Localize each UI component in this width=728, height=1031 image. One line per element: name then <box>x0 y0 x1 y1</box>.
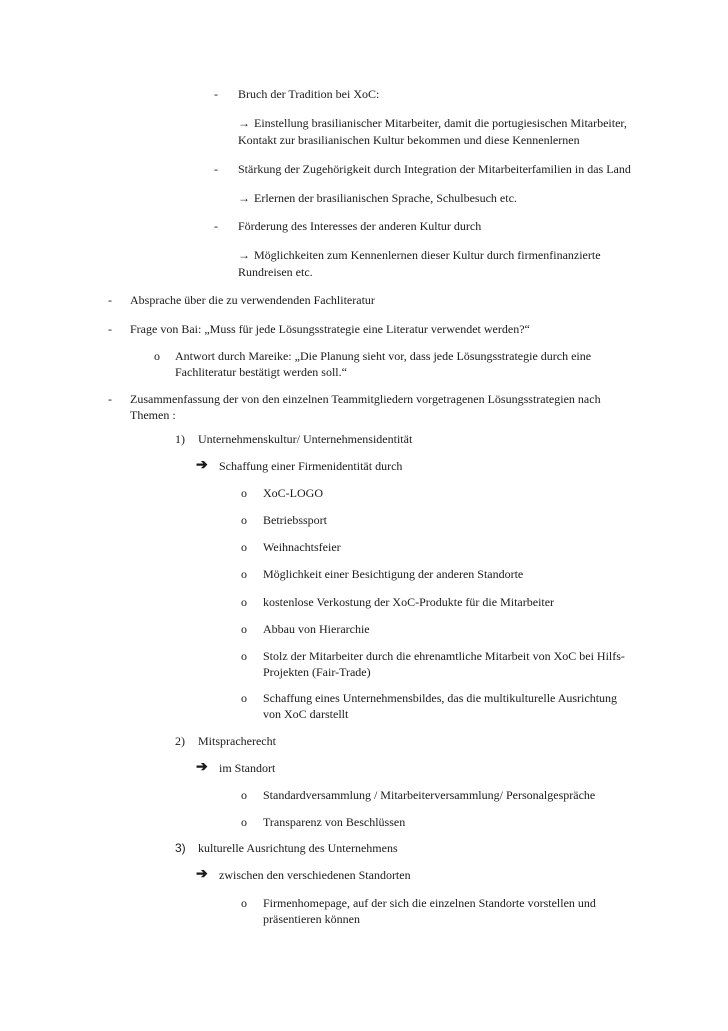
circle-bullet: o <box>241 595 247 609</box>
answer-item: Fachliteratur bestätigt werden soll.“ <box>175 365 347 379</box>
sub-item-text: Förderung des Interesses der anderen Kultur durch <box>238 219 482 233</box>
list-item: Betriebssport <box>263 513 327 527</box>
list-item: Transparenz von Beschlüssen <box>263 815 406 829</box>
circle-bullet: o <box>241 567 247 581</box>
circle-bullet: o <box>154 349 160 363</box>
sub-item-detail: Möglichkeiten zum Kennenlernen dieser Kultur durch firmenfinanzierte <box>254 248 601 262</box>
list-item: von XoC darstellt <box>263 707 349 721</box>
sub-item-detail: Einstellung brasilianischer Mitarbeiter, damit die portugiesischen Mitarbeiter, <box>254 116 627 130</box>
bold-arrow-right-icon: ➔ <box>196 867 208 882</box>
circle-bullet: o <box>241 691 247 705</box>
list-item: kostenlose Verkostung der XoC-Produkte für die Mitarbeiter <box>263 595 555 609</box>
summary-item: Themen : <box>130 408 176 422</box>
list-item: Standardversammlung / Mitarbeiterversammlung/ Personalgespräche <box>263 788 596 802</box>
sub-item-detail: Erlernen der brasilianischen Sprache, Schulbesuch etc. <box>254 191 517 205</box>
literature-item: Absprache über die zu verwendenden Fachliteratur <box>130 293 375 307</box>
dash-bullet: - <box>214 87 218 101</box>
topic-number: 2) <box>175 734 185 748</box>
list-item: Möglichkeit einer Besichtigung der anderen Standorte <box>263 567 524 581</box>
list-item: Abbau von Hierarchie <box>263 622 370 636</box>
list-item: Firmenhomepage, auf der sich die einzelnen Standorte vorstellen und <box>263 896 596 910</box>
dash-bullet: - <box>108 293 112 307</box>
topic-title: Mitspracherecht <box>198 734 276 748</box>
topic-subtitle: Schaffung einer Firmenidentität durch <box>219 459 403 473</box>
topic-title: Unternehmenskultur/ Unternehmensidentität <box>198 432 413 446</box>
circle-bullet: o <box>241 896 247 910</box>
circle-bullet: o <box>241 513 247 527</box>
circle-bullet: o <box>241 815 247 829</box>
list-item: Schaffung eines Unternehmensbildes, das die multikulturelle Ausrichtung <box>263 691 618 705</box>
sub-item-detail: Kontakt zur brasilianischen Kultur bekommen und diese Kennenlernen <box>238 133 580 147</box>
circle-bullet: o <box>241 486 247 500</box>
circle-bullet: o <box>241 540 247 554</box>
sub-item-text: Stärkung der Zugehörigkeit durch Integration der Mitarbeiterfamilien in das Land <box>238 162 631 176</box>
sub-item-detail: Rundreisen etc. <box>238 265 313 279</box>
circle-bullet: o <box>241 622 247 636</box>
topic-title: kulturelle Ausrichtung des Unternehmens <box>198 841 398 855</box>
answer-item: Antwort durch Mareike: „Die Planung sieht vor, dass jede Lösungsstrategie durch eine <box>175 349 592 363</box>
bold-arrow-right-icon: ➔ <box>196 760 208 775</box>
list-item: Projekten (Fair-Trade) <box>263 665 371 679</box>
bold-arrow-right-icon: ➔ <box>196 458 208 473</box>
list-item: XoC-LOGO <box>263 486 323 500</box>
circle-bullet: o <box>241 649 247 663</box>
dash-bullet: - <box>214 162 218 176</box>
circle-bullet: o <box>241 788 247 802</box>
question-item: Frage von Bai: „Muss für jede Lösungsstrategie eine Literatur verwendet werden?“ <box>130 322 530 336</box>
topic-number: 3) <box>175 841 186 855</box>
dash-bullet: - <box>108 322 112 336</box>
arrow-right-icon: → <box>238 116 250 130</box>
list-item: präsentieren können <box>263 912 360 926</box>
arrow-right-icon: → <box>238 248 250 262</box>
topic-subtitle: zwischen den verschiedenen Standorten <box>219 868 411 882</box>
list-item: Weihnachtsfeier <box>263 540 341 554</box>
dash-bullet: - <box>214 219 218 233</box>
topic-number: 1) <box>175 432 185 446</box>
sub-item-text: Bruch der Tradition bei XoC: <box>238 87 380 101</box>
dash-bullet: - <box>108 392 112 406</box>
list-item: Stolz der Mitarbeiter durch die ehrenamtliche Mitarbeit von XoC bei Hilfs- <box>263 649 625 663</box>
summary-item: Zusammenfassung der von den einzelnen Teammitgliedern vorgetragenen Lösungsstrategien nach <box>130 392 601 406</box>
arrow-right-icon: → <box>238 191 250 205</box>
topic-subtitle: im Standort <box>219 761 276 775</box>
